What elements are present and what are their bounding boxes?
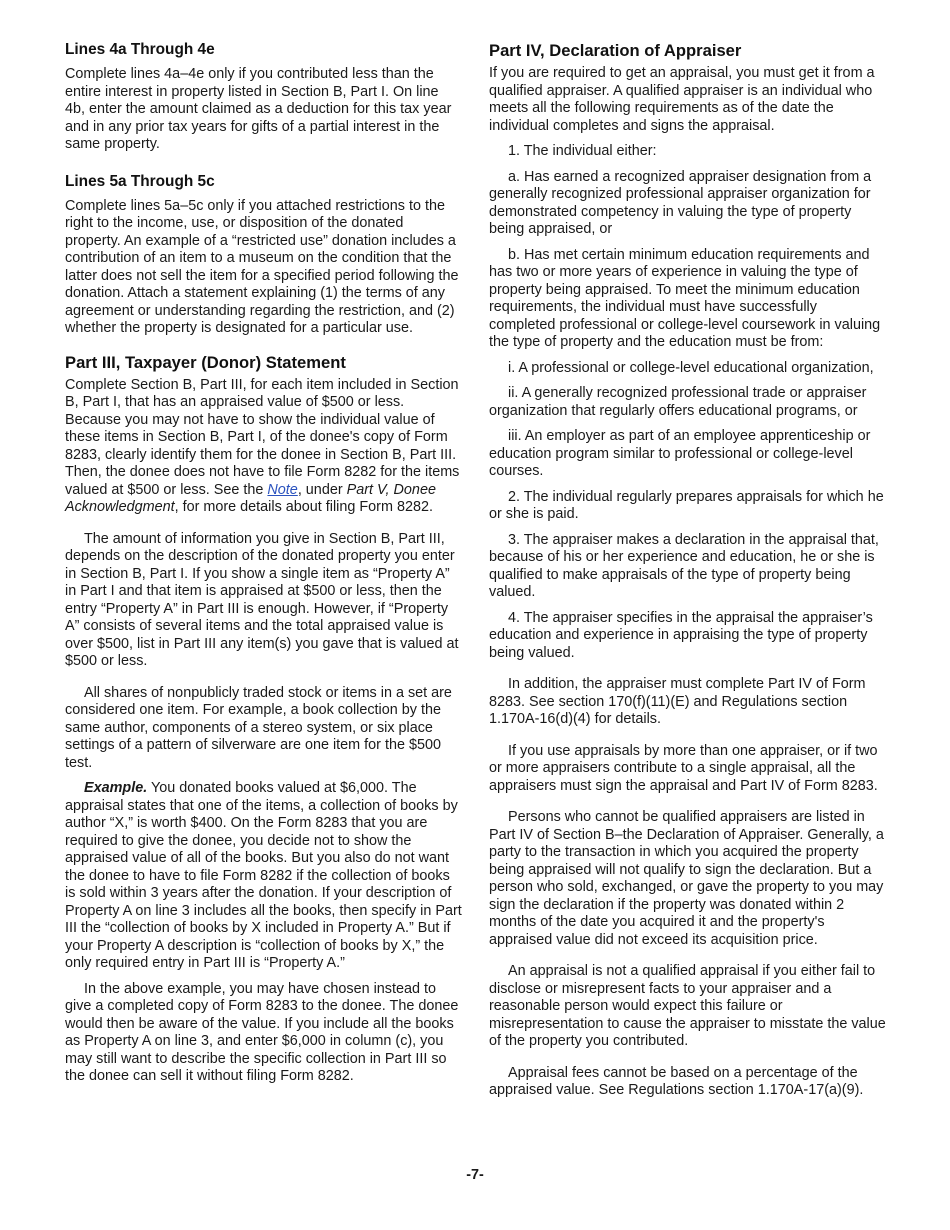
part-iii-p1-text-a: Complete Section B, Part III, for each item included in Section B, Part I, that has an appraised value of $500 or less. Because you may not have to show the individual value of these items in Section B, Part I, of the donee's copy of Form 8283, clearly identify them for the donee in Section B, Part III. Then, the donee does not have to file Form 8282 for the items valued at $500 or less. See the xyxy=(65,376,460,498)
part-iv-paragraph-5: An appraisal is not a qualified appraisal if you either fail to disclose or misrepresent facts to your appraiser and a reasonable person would expect this failure or misrepresentation to cause the appraiser to misstate the value of the property you contributed. xyxy=(489,963,886,1049)
example-paragraph xyxy=(65,780,462,973)
lines-5a-5c-paragraph: Complete lines 5a–5c only if you attached restrictions to the right to the income, use, or disposition of the donated property. An example of a “restricted use” donation includes a contribution of an item to a museum on the condition that the latter does not sell the item for a specified period following the donation. Attach a statement explaining (1) the terms of any agreement or understanding regarding the restriction, and (2) whether the property is designated for a particular use. xyxy=(65,197,459,336)
part-iv-paragraph-4: Persons who cannot be qualified appraisers are listed in Part IV of Section B–the Declaration of Appraiser. Generally, a party to the transaction in which you acquired the property being appraised will not qualify to sign the declaration. But a person who sold, exchanged, or gave the property to you may sign the declaration if the property was donated within 2 months of the date you acquired it and the property's appraised value did not exceed its acquisition price. xyxy=(489,809,884,948)
part-iv-intro: If you are required to get an appraisal, you must get it from a qualified appraiser. A qualified appraiser is an individual who meets all the following requirements as of the date the individual completes and signs the appraisal. xyxy=(489,65,875,134)
requirement-1a: a. Has earned a recognized appraiser designation from a generally recognized professional appraiser organization for demonstrated competency in valuing the type of property being appraised, or xyxy=(489,168,872,237)
part-iii-p1-text-c: , for more details about filing Form 8282. xyxy=(174,499,433,515)
requirement-iii: iii. An employer as part of an employee apprenticeship or education program similar to professional or college-level courses. xyxy=(489,428,871,479)
requirement-i: i. A professional or college-level educational organization, xyxy=(508,359,874,376)
part-iii-paragraph-2: The amount of information you give in Section B, Part III, depends on the description of the donated property you enter in Section B, Part I. If you show a single item as “Property A” in Part I and that item is appraised at $500 or less, then the entry “Property A” in Part III is enough. However, if “Property A” consists of several items and the total appraised value is over $500, list in Part III any item(s) you gave that is valued at $500 or less. xyxy=(65,530,459,669)
part-iv-paragraph-6: Appraisal fees cannot be based on a percentage of the appraised value. See Regulations section 1.170A-17(a)(9). xyxy=(489,1064,864,1098)
left-column xyxy=(65,40,462,1094)
part-iii-paragraph-3: All shares of nonpublicly traded stock or items in a set are considered one item. For example, a book collection by the same author, components of a stereo system, or six place settings of a pattern of silverware are one item for the $500 test. xyxy=(65,684,452,771)
part-iii-paragraph-1 xyxy=(65,377,462,517)
part-iii-p1-text-b: , under xyxy=(297,481,347,498)
requirement-ii: ii. A generally recognized professional trade or appraiser organization that regularly offers educational programs, or xyxy=(489,385,867,419)
part-iii-heading: Part III, Taxpayer (Donor) Statement xyxy=(65,352,346,372)
note-link[interactable]: Note xyxy=(267,481,298,498)
requirement-1: 1. The individual either: xyxy=(508,143,657,159)
lines-5a-5c-heading: Lines 5a Through 5c xyxy=(65,172,215,190)
part-iv-heading: Part IV, Declaration of Appraiser xyxy=(489,41,742,60)
requirement-2: 2. The individual regularly prepares appraisals for which he or she is paid. xyxy=(489,488,884,522)
requirement-3: 3. The appraiser makes a declaration in the appraisal that, because of his or her experience and education, he or she is qualified to make appraisals of the type of property being valued. xyxy=(489,531,879,600)
lines-4a-4e-paragraph: Complete lines 4a–4e only if you contributed less than the entire interest in property listed in Section B, Part I. On line 4b, enter the amount claimed as a deduction for this tax year and in any prior tax years for gifts of a partial interest in the same property. xyxy=(65,66,452,152)
part-iv-paragraph-2: In addition, the appraiser must complete Part IV of Form 8283. See section 170(f)(11)(E) and Regulations section 1.170A-16(d)(4) for details. xyxy=(489,676,866,727)
requirement-4: 4. The appraiser specifies in the appraisal the appraiser’s education and experience in appraising the type of property being valued. xyxy=(489,609,873,661)
right-column xyxy=(489,40,886,1108)
example-label: Example. xyxy=(84,780,148,796)
lines-4a-4e-heading: Lines 4a Through 4e xyxy=(65,41,215,58)
part-v-reference: Part V, Donee Acknowledgment xyxy=(65,481,436,515)
page-number: -7- xyxy=(466,1167,484,1183)
part-iv-paragraph-3: If you use appraisals by more than one appraiser, or if two or more appraisers contribute to a single appraisal, all the appraisers must sign the appraisal and Part IV of Form 8283. xyxy=(489,742,878,794)
example-text: You donated books valued at $6,000. The appraisal states that one of the items, a collection of books by author “X,” is worth $400. On the Form 8283 that you are required to give the donee, you decide not to show the appraised value of all of the books. But you also do not want the donee to have to file Form 8282 if the collection of books is sold within 3 years after the donation. If your description of Property A on line 3 includes all the books, then specify in Part III the “collection of books by X included in Property A.” But if your Property A description is “collection of books by X,” the only required entry in Part III is “Property A.” xyxy=(65,780,462,971)
part-iii-paragraph-5: In the above example, you may have chosen instead to give a completed copy of Form 8283 to the donee. The donee would then be aware of the value. If you include all the books as Property A on line 3, and enter $6,000 in column (c), you may still want to describe the specific collection in Part III so the donee can sell it without filing Form 8282. xyxy=(65,980,459,1084)
requirement-1b: b. Has met certain minimum education requirements and has two or more years of experience in valuing the type of property being appraised. To meet the minimum education requirements, the individual must have successfully completed professional or college-level coursework in valuing the type of property and the education must be from: xyxy=(489,246,881,350)
